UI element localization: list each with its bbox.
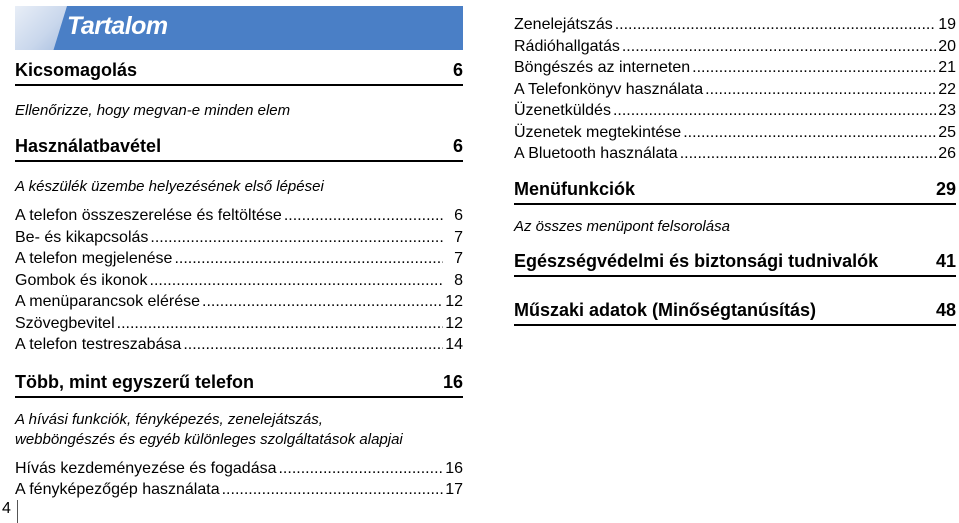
section-title: Menüfunkciók	[514, 178, 636, 199]
dot-leader	[284, 205, 443, 227]
section-page: 41	[935, 250, 956, 271]
description-line: webböngészés és egyéb különleges szolgáltatások alapjai	[15, 430, 403, 448]
dot-leader	[622, 36, 936, 58]
entry-page: 25	[938, 123, 956, 141]
section-page: 6	[452, 136, 463, 156]
dot-leader	[613, 100, 936, 122]
description-line: A hívási funkciók, fényképezés, zenelejátszás,	[15, 410, 323, 428]
toc-entry[interactable]	[514, 79, 956, 101]
entry-page: 7	[454, 228, 463, 246]
entry-label: Böngészés az interneten	[514, 59, 691, 76]
toc-entry-list	[15, 205, 463, 356]
section-title: Használatbavétel	[15, 136, 162, 156]
entry-label: Rádióhallgatás	[514, 37, 620, 55]
toc-entry[interactable]	[15, 479, 463, 501]
toc-right-column	[514, 14, 956, 326]
toc-entry[interactable]	[15, 248, 463, 270]
dot-leader	[615, 14, 936, 36]
entry-page: 17	[445, 481, 463, 498]
dot-leader	[183, 334, 443, 356]
toc-entry[interactable]	[15, 334, 463, 356]
page-number-divider	[17, 500, 18, 523]
entry-label: A Bluetooth használata	[514, 145, 678, 162]
entry-page: 12	[445, 293, 463, 310]
dot-leader	[680, 143, 936, 165]
page-number: 4	[2, 500, 11, 517]
toc-entry[interactable]	[514, 57, 956, 79]
toc-section-getting-started[interactable]	[15, 136, 463, 162]
toc-entry[interactable]	[15, 458, 463, 480]
dot-leader	[202, 291, 443, 313]
section-title: Egészségvédelmi és biztonsági tudnivalók	[514, 250, 879, 271]
section-page: 48	[935, 299, 956, 320]
entry-label: Gombok és ikonok	[15, 271, 148, 289]
entry-page: 23	[938, 102, 956, 119]
toc-section-health-safety[interactable]	[514, 251, 956, 277]
section-description: A készülék üzembe helyezésének első lépései	[15, 178, 324, 195]
section-title: Műszaki adatok (Minőségtanúsítás)	[514, 299, 817, 320]
entry-label: A telefon összeszerelése és feltöltése	[15, 207, 282, 224]
entry-page: 12	[445, 314, 463, 332]
entry-label: A menüparancsok elérése	[15, 293, 200, 310]
dot-leader	[174, 248, 443, 270]
toc-entry-list	[514, 14, 956, 165]
entry-page: 21	[938, 59, 956, 76]
section-description: Az összes menüpont felsorolása	[514, 217, 730, 235]
dot-leader	[278, 458, 443, 480]
dot-leader	[150, 227, 443, 249]
toc-entry[interactable]	[15, 291, 463, 313]
entry-label: Szövegbevitel	[15, 314, 115, 332]
toc-entry[interactable]	[514, 14, 956, 36]
entry-label: Üzenetek megtekintése	[514, 123, 682, 141]
section-page: 16	[442, 371, 463, 392]
dot-leader	[683, 122, 936, 144]
toc-entry[interactable]	[15, 227, 463, 249]
toc-entry[interactable]	[514, 36, 956, 58]
page-title: Tartalom	[67, 12, 168, 40]
toc-entry[interactable]	[514, 100, 956, 122]
toc-section-more-than-phone[interactable]	[15, 372, 463, 398]
entry-page: 6	[454, 207, 463, 224]
toc-entry[interactable]	[514, 122, 956, 144]
toc-entry[interactable]	[15, 270, 463, 292]
entry-label: Üzenetküldés	[514, 102, 611, 119]
toc-entry-list	[15, 458, 463, 501]
toc-left-column	[15, 6, 463, 501]
entry-label: A Telefonkönyv használata	[514, 80, 704, 98]
toc-section-unpacking[interactable]	[15, 60, 463, 86]
entry-page: 26	[938, 145, 956, 162]
title-banner	[15, 6, 463, 50]
dot-leader	[222, 479, 443, 501]
toc-entry[interactable]	[514, 143, 956, 165]
entry-page: 7	[454, 250, 463, 267]
section-page: 29	[935, 178, 956, 199]
entry-page: 8	[454, 271, 463, 289]
entry-page: 22	[938, 80, 956, 98]
entry-label: A fényképezőgép használata	[15, 481, 220, 498]
dot-leader	[150, 270, 443, 292]
dot-leader	[705, 79, 936, 101]
entry-page: 16	[445, 459, 463, 477]
entry-label: Zenelejátszás	[514, 16, 613, 33]
toc-section-technical-data[interactable]	[514, 300, 956, 326]
toc-entry[interactable]	[15, 205, 463, 227]
toc-entry[interactable]	[15, 313, 463, 335]
entry-label: Hívás kezdeményezése és fogadása	[15, 459, 277, 477]
entry-label: A telefon testreszabása	[15, 336, 182, 353]
section-title: Kicsomagolás	[15, 60, 138, 80]
entry-label: A telefon megjelenése	[15, 250, 173, 267]
section-title: Több, mint egyszerű telefon	[15, 371, 255, 392]
section-description: Ellenőrizze, hogy megvan-e minden elem	[15, 102, 291, 119]
dot-leader	[117, 313, 443, 335]
section-page: 6	[452, 60, 463, 80]
entry-page: 19	[938, 16, 956, 33]
entry-page: 14	[445, 336, 463, 353]
dot-leader	[692, 57, 936, 79]
banner-decoration	[15, 6, 67, 50]
entry-label: Be- és kikapcsolás	[15, 228, 149, 246]
toc-section-menu-functions[interactable]	[514, 179, 956, 205]
entry-page: 20	[938, 37, 956, 55]
section-description	[15, 410, 463, 450]
